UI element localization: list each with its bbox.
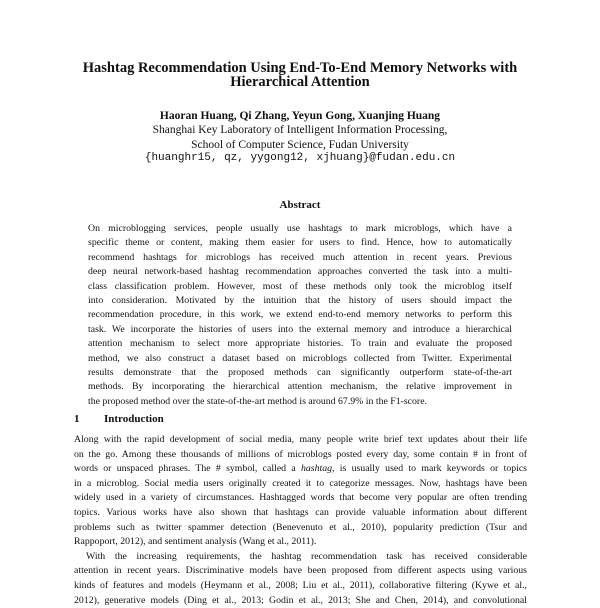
author-list: Haoran Huang, Qi Zhang, Yeyun Gong, Xuanjing Huang <box>159 110 441 122</box>
introduction-line-text: words or unspaced phrases. The # symbol, called a <box>74 463 301 475</box>
abstract-line: recommendation procedure, in this work, we extend end-to-end memory networks to perform this <box>88 309 512 321</box>
introduction-line: With the increasing requirements, the hashtag recommendation task has received considerable <box>86 550 527 562</box>
abstract-line: class classification problem. However, most of these methods only took the microblog itself <box>88 280 512 292</box>
abstract-line: deep neural network-based hashtag recommendation approaches converted the task into a multi- <box>88 266 512 278</box>
introduction-line: kinds of features and models (Heymann et al., 2008; Liu et al., 2011), collaborative filtering (Kywe et al., <box>74 579 527 591</box>
affiliation-line-2: School of Computer Science, Fudan University <box>191 139 409 151</box>
section-number: 1 <box>74 413 80 425</box>
abstract-heading: Abstract <box>279 199 321 211</box>
abstract-line: task. We incorporate the histories of users into the external memory and introduce a hierarchical <box>88 323 512 335</box>
author-emails: {huanghr15, qz, yygong12, xjhuang}@fudan.edu.cn <box>144 152 456 164</box>
introduction-line <box>74 462 527 477</box>
introduction-line-text: , is usually used to mark keywords or topics <box>332 463 527 475</box>
abstract-line: recommend hashtags for microblogs has received much attention in recent years. Previous <box>88 251 512 263</box>
hashtag-term: hashtag <box>301 463 333 475</box>
introduction-line: Rappoport, 2012), and sentiment analysis (Wang et al., 2011). <box>74 536 317 548</box>
abstract-line: results demonstrate that the proposed methods can significantly outperform state-of-the-art <box>88 366 512 378</box>
abstract-body <box>88 222 512 409</box>
introduction-line: Along with the rapid development of social media, many people write brief text updates about their life <box>74 434 527 445</box>
affiliation-line-1: Shanghai Key Laboratory of Intelligent Information Processing, <box>152 124 448 136</box>
abstract-line: On microblogging services, people usually use hashtags to mark microblogs, which have a <box>88 223 512 234</box>
introduction-body <box>74 433 527 608</box>
introduction-line: problems such as twitter spammer detection (Benevenuto et al., 2010), popularity prediction (Tsur and <box>74 521 527 533</box>
introduction-line: 2012), generative models (Ding et al., 2013; Godin et al., 2013; She and Chen, 2014), and convolutional <box>74 594 527 606</box>
abstract-line: specific theme or content, making them easier for users to find. Hence, how to automatically <box>88 237 512 249</box>
abstract-line: method, we also construct a dataset based on microblogs collected from Twitter. Experimental <box>88 352 512 364</box>
paper-title <box>60 60 540 89</box>
section-heading-introduction <box>74 413 164 426</box>
introduction-line: topics. Various works have also shown that hashtags can provide valuable information about different <box>74 506 527 518</box>
abstract-line: attention mechanism to select more appropriate histories. To train and evaluate the proposed <box>88 338 512 350</box>
abstract-line: the proposed method over the state-of-the-art method is around 67.9% in the F1-score. <box>88 395 427 407</box>
abstract-line: into consideration. Motivated by the intuition that the history of users should impact the <box>88 294 512 306</box>
introduction-line: attention in recent years. Discriminative models have been proposed from different aspects using various <box>74 565 527 577</box>
introduction-line: widely used in a variety of circumstances. Hashtagged words that become very popular are often trending <box>74 492 527 504</box>
abstract-line: methods. By incorporating the hierarchical attention mechanism, the relative improvement in <box>88 381 512 393</box>
section-title: Introduction <box>104 413 164 425</box>
introduction-line: in a microblog. Social media users originally created it to categorize messages. Now, hashtags have been <box>74 477 527 489</box>
title-line-1: Hashtag Recommendation Using End-To-End Memory Networks with <box>82 60 518 76</box>
title-line-2: Hierarchical Attention <box>230 74 370 91</box>
introduction-line: on the go. Among these thousands of millions of microblogs posted every day, some contain # in front of <box>74 448 527 460</box>
